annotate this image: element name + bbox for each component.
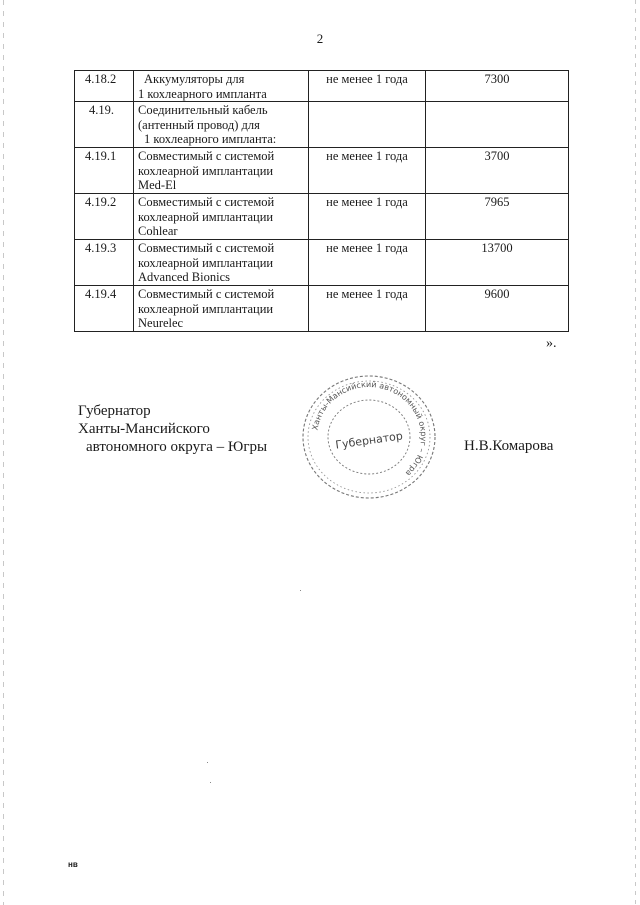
signer-title-block	[78, 402, 267, 456]
price: 9600	[426, 286, 569, 332]
seal-ring-text: Ханты-Мансийский автономный округ – Югра	[310, 379, 429, 478]
row-number: 4.18.2	[75, 71, 134, 102]
scan-edge-right	[635, 0, 636, 905]
scan-speck	[210, 782, 211, 783]
service-term: не менее 1 года	[309, 194, 426, 240]
scan-speck	[300, 590, 301, 591]
official-seal	[298, 372, 440, 502]
service-term: не менее 1 года	[309, 240, 426, 286]
table-row	[75, 148, 569, 194]
page-number: 2	[316, 31, 324, 46]
table-row	[75, 102, 569, 148]
row-number: 4.19.2	[75, 194, 134, 240]
row-number: 4.19.4	[75, 286, 134, 332]
service-term	[309, 102, 426, 148]
row-number: 4.19.1	[75, 148, 134, 194]
service-term: не менее 1 года	[309, 148, 426, 194]
service-term: не менее 1 года	[309, 286, 426, 332]
item-name: Совместимый с системой кохлеарной имплантации Med-El	[134, 148, 309, 194]
price	[426, 102, 569, 148]
specification-table	[74, 70, 569, 332]
signer-title-line3: автономного округа – Югры	[86, 439, 268, 455]
signer-title-line2: Ханты-Мансийского	[78, 421, 210, 437]
price: 13700	[426, 240, 569, 286]
table-row	[75, 194, 569, 240]
price: 3700	[426, 148, 569, 194]
item-name: Совместимый с системой кохлеарной имплантации Neurelec	[134, 286, 309, 332]
scan-speck	[207, 762, 208, 763]
item-name: Совместимый с системой кохлеарной имплантации Cohlear	[134, 194, 309, 240]
table-row	[75, 71, 569, 102]
closing-quote-mark: ».	[546, 336, 557, 351]
signer-name: Н.В.Комарова	[464, 438, 554, 454]
scan-edge-left	[3, 0, 4, 905]
row-number: 4.19.	[75, 102, 134, 148]
signer-title-line1: Губернатор	[78, 403, 151, 419]
item-name: Совместимый с системой кохлеарной имплантации Advanced Bionics	[134, 240, 309, 286]
seal-center-text: Губернатор	[334, 429, 404, 452]
item-name: Соединительный кабель (антенный провод) для 1 кохлеарного импланта:	[134, 102, 309, 148]
price: 7965	[426, 194, 569, 240]
price: 7300	[426, 71, 569, 102]
item-name: Аккумуляторы для 1 кохлеарного импланта	[134, 71, 309, 102]
corner-mark: нв	[68, 860, 78, 869]
table-row	[75, 286, 569, 332]
row-number: 4.19.3	[75, 240, 134, 286]
table-row	[75, 240, 569, 286]
service-term: не менее 1 года	[309, 71, 426, 102]
